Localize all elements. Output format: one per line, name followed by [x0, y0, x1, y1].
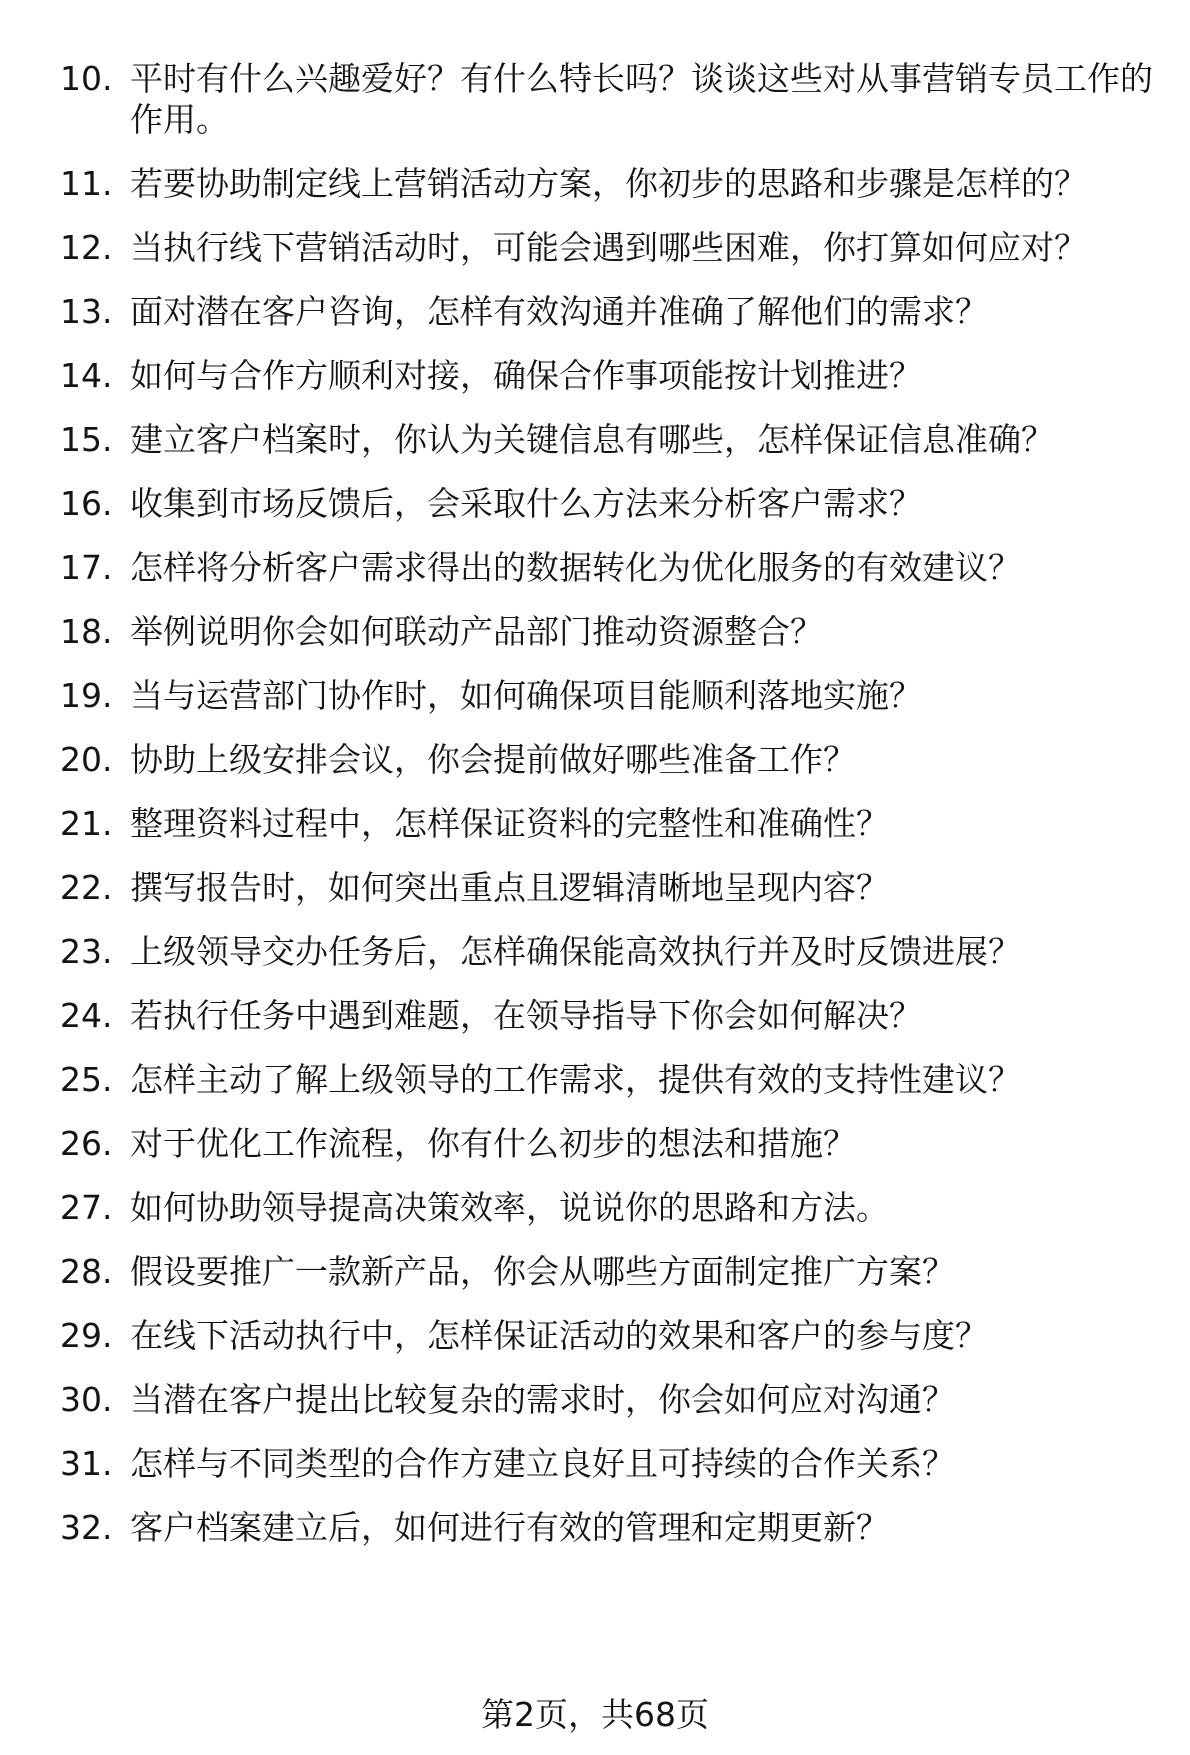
list-item — [60, 547, 1160, 588]
question-number: 23. — [60, 932, 113, 971]
list-item — [60, 867, 1160, 908]
question-number: 11. — [60, 164, 113, 203]
question-text: 如何协助领导提高决策效率，说说你的思路和方法。 — [130, 1188, 889, 1227]
list-item — [60, 483, 1160, 524]
question-number: 13. — [60, 292, 113, 331]
question-text: 当执行线下营销活动时，可能会遇到哪些困难，你打算如何应对？ — [130, 228, 1087, 267]
list-item — [60, 995, 1160, 1036]
question-text: 若执行任务中遇到难题，在领导指导下你会如何解决？ — [130, 996, 922, 1035]
question-text: 假设要推广一款新产品，你会从哪些方面制定推广方案？ — [130, 1252, 955, 1291]
question-number: 22. — [60, 868, 113, 907]
question-number: 31. — [60, 1444, 113, 1483]
question-number: 17. — [60, 548, 113, 587]
question-number: 32. — [60, 1508, 113, 1547]
list-item — [60, 1507, 1160, 1548]
question-text: 怎样与不同类型的合作方建立良好且可持续的合作关系？ — [130, 1444, 955, 1483]
list-item — [60, 803, 1160, 844]
question-text: 平时有什么兴趣爱好？有什么特长吗？谈谈这些对从事营销专员工作的作用。 — [130, 59, 1153, 139]
question-text: 当潜在客户提出比较复杂的需求时，你会如何应对沟通？ — [130, 1380, 955, 1419]
question-number: 10. — [60, 59, 113, 98]
list-item — [60, 1315, 1160, 1356]
list-item — [60, 1379, 1160, 1420]
question-text: 举例说明你会如何联动产品部门推动资源整合？ — [130, 612, 823, 651]
question-text: 对于优化工作流程，你有什么初步的想法和措施？ — [130, 1124, 856, 1163]
question-number: 14. — [60, 356, 113, 395]
question-number: 15. — [60, 420, 113, 459]
list-item — [60, 1123, 1160, 1164]
list-item — [60, 1443, 1160, 1484]
question-number: 27. — [60, 1188, 113, 1227]
list-item — [60, 931, 1160, 972]
question-text: 怎样主动了解上级领导的工作需求，提供有效的支持性建议？ — [130, 1060, 1021, 1099]
question-number: 20. — [60, 740, 113, 779]
question-text: 收集到市场反馈后，会采取什么方法来分析客户需求？ — [130, 484, 922, 523]
question-number: 30. — [60, 1380, 113, 1419]
question-text: 建立客户档案时，你认为关键信息有哪些，怎样保证信息准确？ — [130, 420, 1054, 459]
list-item — [60, 675, 1160, 716]
question-number: 28. — [60, 1252, 113, 1291]
list-item — [60, 1187, 1160, 1228]
question-text: 上级领导交办任务后，怎样确保能高效执行并及时反馈进展？ — [130, 932, 1021, 971]
list-item — [60, 291, 1160, 332]
list-item — [60, 739, 1160, 780]
question-number: 24. — [60, 996, 113, 1035]
question-text: 怎样将分析客户需求得出的数据转化为优化服务的有效建议？ — [130, 548, 1021, 587]
page-number: 第2页，共68页 — [481, 1695, 709, 1734]
question-text: 面对潜在客户咨询，怎样有效沟通并准确了解他们的需求？ — [130, 292, 988, 331]
list-item — [60, 163, 1160, 204]
question-text: 若要协助制定线上营销活动方案，你初步的思路和步骤是怎样的？ — [130, 164, 1087, 203]
question-number: 16. — [60, 484, 113, 523]
question-text: 客户档案建立后，如何进行有效的管理和定期更新？ — [130, 1508, 889, 1547]
question-number: 29. — [60, 1316, 113, 1355]
list-item — [60, 419, 1160, 460]
question-number: 21. — [60, 804, 113, 843]
question-text: 协助上级安排会议，你会提前做好哪些准备工作？ — [130, 740, 856, 779]
question-list — [60, 58, 1160, 1571]
list-item — [60, 355, 1160, 396]
question-text: 如何与合作方顺利对接，确保合作事项能按计划推进？ — [130, 356, 922, 395]
list-item — [60, 1251, 1160, 1292]
question-text: 整理资料过程中，怎样保证资料的完整性和准确性？ — [130, 804, 889, 843]
question-number: 12. — [60, 228, 113, 267]
question-number: 19. — [60, 676, 113, 715]
question-number: 26. — [60, 1124, 113, 1163]
question-text: 撰写报告时，如何突出重点且逻辑清晰地呈现内容？ — [130, 868, 889, 907]
list-item — [60, 58, 1160, 140]
list-item — [60, 1059, 1160, 1100]
question-number: 25. — [60, 1060, 113, 1099]
question-text: 在线下活动执行中，怎样保证活动的效果和客户的参与度？ — [130, 1316, 988, 1355]
list-item — [60, 227, 1160, 268]
list-item — [60, 611, 1160, 652]
question-number: 18. — [60, 612, 113, 651]
question-text: 当与运营部门协作时，如何确保项目能顺利落地实施？ — [130, 676, 922, 715]
